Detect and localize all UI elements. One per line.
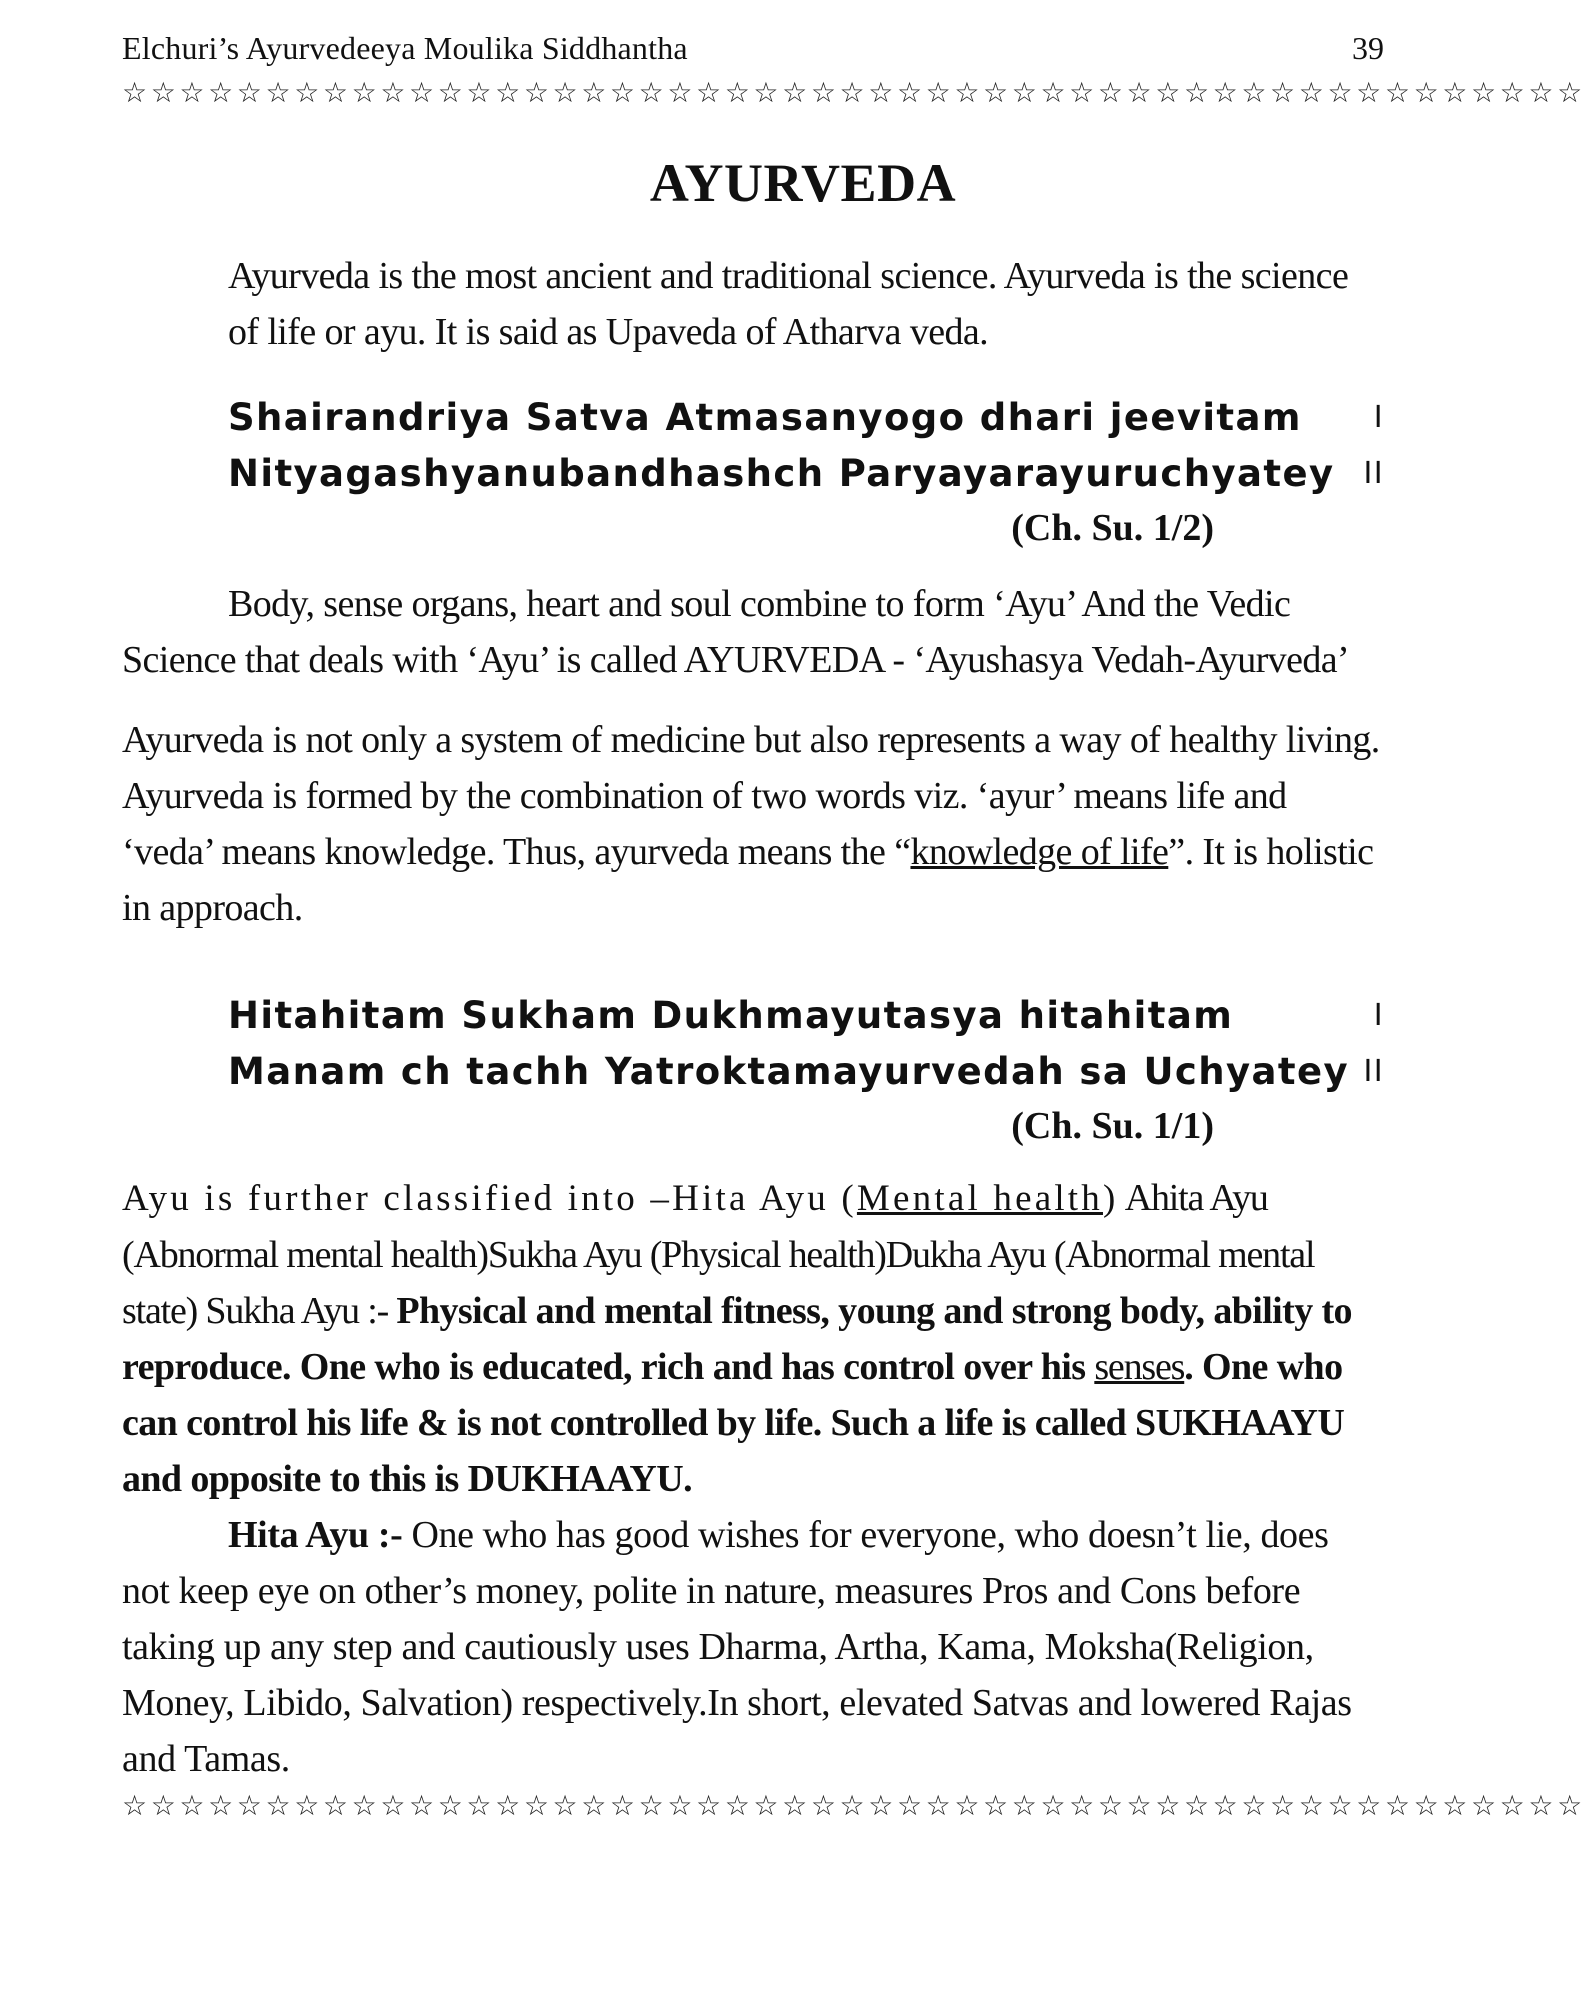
- verse-1-line-2: [228, 446, 1384, 502]
- verse-1-line-2-text: Nityagashyanubandhashch Paryayarayuruchyatey: [228, 452, 1335, 495]
- system-text-start: Ayurveda is not only a system of medicine but also represents a way of healthy living. Ayurveda is formed by the combination of two words viz. ‘ayur’ means life and ‘veda’ means knowledge. Thus, ayurveda means the “: [122, 719, 1380, 873]
- verse-1: [122, 390, 1384, 502]
- ayu-types-text: Ahita Ayu (Abnormal mental health)Sukha Ayu (Physical health)Dukha Ayu (Abnormal mental state) Sukha Ayu :-: [122, 1177, 1315, 1332]
- bottom-star-rule: ☆☆☆☆☆☆☆☆☆☆☆☆☆☆☆☆☆☆☆☆☆☆☆☆☆☆☆☆☆☆☆☆☆☆☆☆☆☆☆☆☆☆☆☆☆☆☆☆☆☆☆: [122, 1791, 1586, 1822]
- verse-1-reference: (Ch. Su. 1/2): [1011, 507, 1214, 549]
- book-title: Elchuri’s Ayurvedeeya Moulika Siddhantha: [122, 30, 688, 66]
- verse-mark: I: [1373, 400, 1384, 435]
- verse-2-line-1-text: Hitahitam Sukham Dukhmayutasya hitahitam: [228, 994, 1234, 1037]
- verse-2-line-1: [228, 988, 1384, 1044]
- chapter-title: AYURVEDA: [649, 153, 957, 213]
- knowledge-of-life-text: knowledge of life: [910, 831, 1169, 873]
- verse-2-line-2: [228, 1044, 1384, 1100]
- system-text-end: ”. It is holistic in approach.: [122, 831, 1374, 929]
- sukha-ayu-description-end: . One who can control his life & is not controlled by life. Such a life is called SUKHAAYU and opposite to this is DUKHAAYU.: [122, 1346, 1345, 1500]
- body-paragraph: Body, sense organs, heart and soul combine to form ‘Ayu’ And the Vedic Science that deals with ‘Ayu’ is called AYURVEDA - ‘Ayushasya Vedah-Ayurveda’: [122, 583, 1350, 681]
- verse-mark: II: [1363, 456, 1384, 491]
- page-number: 39: [1352, 30, 1384, 66]
- hita-ayu-label: Hita Ayu :-: [228, 1514, 403, 1556]
- verse-2-reference: (Ch. Su. 1/1): [1011, 1105, 1214, 1147]
- verse-2: [122, 988, 1384, 1100]
- sukha-ayu-description: Physical and mental fitness, young and strong body, ability to reproduce. One who is educated, rich and has control over his: [122, 1290, 1352, 1388]
- verse-2-line-2-text: Manam ch tachh Yatroktamayurvedah sa Uchyatey: [228, 1050, 1349, 1093]
- verse-mark: I: [1373, 998, 1384, 1033]
- ayu-intro-text: Ayu is further classified into –Hita Ayu (: [122, 1178, 857, 1219]
- verse-1-line-1-text: Shairandriya Satva Atmasanyogo dhari jeevitam: [228, 396, 1302, 439]
- book-page: [122, 30, 1586, 1825]
- senses-text: senses: [1094, 1346, 1185, 1388]
- running-header: [122, 30, 1384, 76]
- system-paragraph: [122, 712, 1384, 936]
- ayu-paren-close: ): [1102, 1178, 1119, 1219]
- intro-paragraph: Ayurveda is the most ancient and traditional science. Ayurveda is the science of life or ayu. It is said as Upaveda of Atharva veda.: [228, 255, 1349, 353]
- top-star-rule: ☆☆☆☆☆☆☆☆☆☆☆☆☆☆☆☆☆☆☆☆☆☆☆☆☆☆☆☆☆☆☆☆☆☆☆☆☆☆☆☆☆☆☆☆☆☆☆☆☆☆☆: [122, 78, 1586, 109]
- verse-1-line-1: [228, 390, 1384, 446]
- verse-mark: II: [1363, 1054, 1384, 1089]
- hita-ayu-text: One who has good wishes for everyone, who doesn’t lie, does not keep eye on other’s money, polite in nature, measures Pros and Cons before taking up any step and cautiously uses Dharma, Artha, Kama, Moksha(Religion, Money, Libido, Salvation) respectively.In short, elevated Satvas and lowered Rajas and Tamas.: [122, 1514, 1352, 1780]
- ayu-classification-paragraph: [122, 1170, 1384, 1507]
- mental-health-text: Mental health: [856, 1178, 1103, 1219]
- hita-ayu-paragraph: [122, 1507, 1384, 1787]
